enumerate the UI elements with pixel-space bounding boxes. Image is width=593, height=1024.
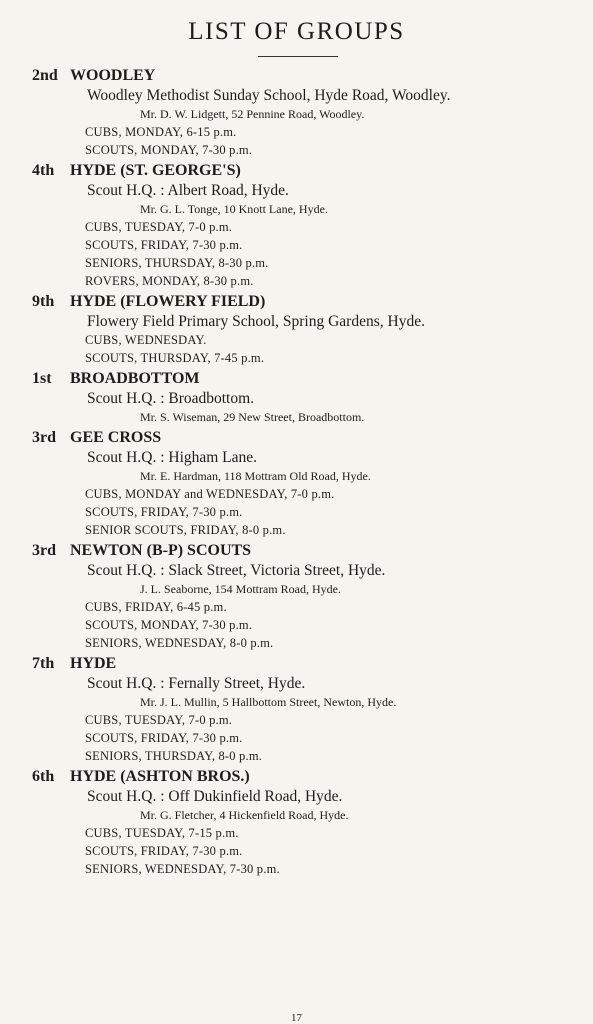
meeting-time: SENIOR SCOUTS, FRIDAY, 8-0 p.m. — [85, 523, 286, 537]
group-name: HYDE (ASHTON BROS.) — [70, 768, 250, 785]
groups-list — [32, 64, 583, 878]
meeting-time: SENIORS, THURSDAY, 8-30 p.m. — [85, 256, 269, 270]
group-leader: Mr. S. Wiseman, 29 New Street, Broadbottom. — [140, 410, 365, 424]
group-ordinal: 2nd — [32, 67, 58, 84]
group-ordinal: 3rd — [32, 429, 56, 446]
group-heading — [32, 426, 583, 447]
group-leader: Mr. J. L. Mullin, 5 Hallbottom Street, Newton, Hyde. — [140, 695, 397, 709]
group-venue: Flowery Field Primary School, Spring Gardens, Hyde. — [87, 313, 425, 330]
page-number: 17 — [291, 1012, 302, 1024]
group-entry — [32, 159, 583, 290]
group-entry — [32, 652, 583, 765]
group-venue: Scout H.Q. : Higham Lane. — [87, 449, 258, 466]
meeting-time: SENIORS, WEDNESDAY, 7-30 p.m. — [85, 862, 280, 876]
group-name: HYDE (FLOWERY FIELD) — [70, 293, 266, 310]
group-heading — [32, 367, 583, 388]
group-entry — [32, 539, 583, 652]
meeting-time: SCOUTS, FRIDAY, 7-30 p.m. — [85, 505, 243, 519]
meeting-time: SENIORS, WEDNESDAY, 8-0 p.m. — [85, 636, 274, 650]
group-name: HYDE (ST. GEORGE'S) — [70, 162, 241, 179]
group-heading — [32, 539, 583, 560]
group-ordinal: 9th — [32, 293, 55, 310]
meeting-time: CUBS, WEDNESDAY. — [85, 333, 207, 347]
meeting-time: CUBS, TUESDAY, 7-15 p.m. — [85, 826, 239, 840]
group-venue: Scout H.Q. : Broadbottom. — [87, 390, 255, 407]
group-name: HYDE — [70, 655, 117, 672]
meeting-time: CUBS, MONDAY, 6-15 p.m. — [85, 125, 237, 139]
group-name: WOODLEY — [70, 67, 156, 84]
group-heading — [32, 765, 583, 786]
group-entry — [32, 367, 583, 426]
group-entry — [32, 765, 583, 878]
group-name: NEWTON (B-P) SCOUTS — [70, 542, 252, 559]
meeting-time: CUBS, MONDAY and WEDNESDAY, 7-0 p.m. — [85, 487, 335, 501]
group-leader: Mr. G. Fletcher, 4 Hickenfield Road, Hyde. — [140, 808, 349, 822]
group-ordinal: 1st — [32, 370, 52, 387]
group-ordinal: 4th — [32, 162, 55, 179]
group-ordinal: 6th — [32, 768, 55, 785]
meeting-time: SCOUTS, MONDAY, 7-30 p.m. — [85, 143, 253, 157]
meeting-time: SCOUTS, THURSDAY, 7-45 p.m. — [85, 351, 265, 365]
group-entry — [32, 426, 583, 539]
meeting-time: CUBS, FRIDAY, 6-45 p.m. — [85, 600, 227, 614]
group-leader: Mr. D. W. Lidgett, 52 Pennine Road, Woodley. — [140, 107, 365, 121]
group-heading — [32, 64, 583, 85]
group-heading — [32, 652, 583, 673]
group-leader: Mr. E. Hardman, 118 Mottram Old Road, Hyde. — [140, 469, 371, 483]
group-heading — [32, 290, 583, 311]
group-heading — [32, 159, 583, 180]
page-title: LIST OF GROUPS — [188, 18, 405, 45]
group-entry — [32, 290, 583, 367]
title-underline — [258, 56, 338, 57]
meeting-time: SCOUTS, MONDAY, 7-30 p.m. — [85, 618, 253, 632]
group-leader: J. L. Seaborne, 154 Mottram Road, Hyde. — [140, 582, 341, 596]
group-ordinal: 7th — [32, 655, 55, 672]
group-leader: Mr. G. L. Tonge, 10 Knott Lane, Hyde. — [140, 202, 328, 216]
group-venue: Scout H.Q. : Off Dukinfield Road, Hyde. — [87, 788, 343, 805]
group-venue: Scout H.Q. : Fernally Street, Hyde. — [87, 675, 306, 692]
meeting-time: SCOUTS, FRIDAY, 7-30 p.m. — [85, 238, 243, 252]
meeting-time: CUBS, TUESDAY, 7-0 p.m. — [85, 220, 233, 234]
meeting-time: CUBS, TUESDAY, 7-0 p.m. — [85, 713, 233, 727]
group-entry — [32, 64, 583, 159]
group-name: GEE CROSS — [70, 429, 162, 446]
group-name: BROADBOTTOM — [70, 370, 200, 387]
group-venue: Scout H.Q. : Albert Road, Hyde. — [87, 182, 289, 199]
meeting-time: SCOUTS, FRIDAY, 7-30 p.m. — [85, 731, 243, 745]
meeting-time: SENIORS, THURSDAY, 8-0 p.m. — [85, 749, 263, 763]
group-ordinal: 3rd — [32, 542, 56, 559]
meeting-time: SCOUTS, FRIDAY, 7-30 p.m. — [85, 844, 243, 858]
group-venue: Scout H.Q. : Slack Street, Victoria Street, Hyde. — [87, 562, 386, 579]
group-venue: Woodley Methodist Sunday School, Hyde Road, Woodley. — [87, 87, 451, 104]
meeting-time: ROVERS, MONDAY, 8-30 p.m. — [85, 274, 254, 288]
